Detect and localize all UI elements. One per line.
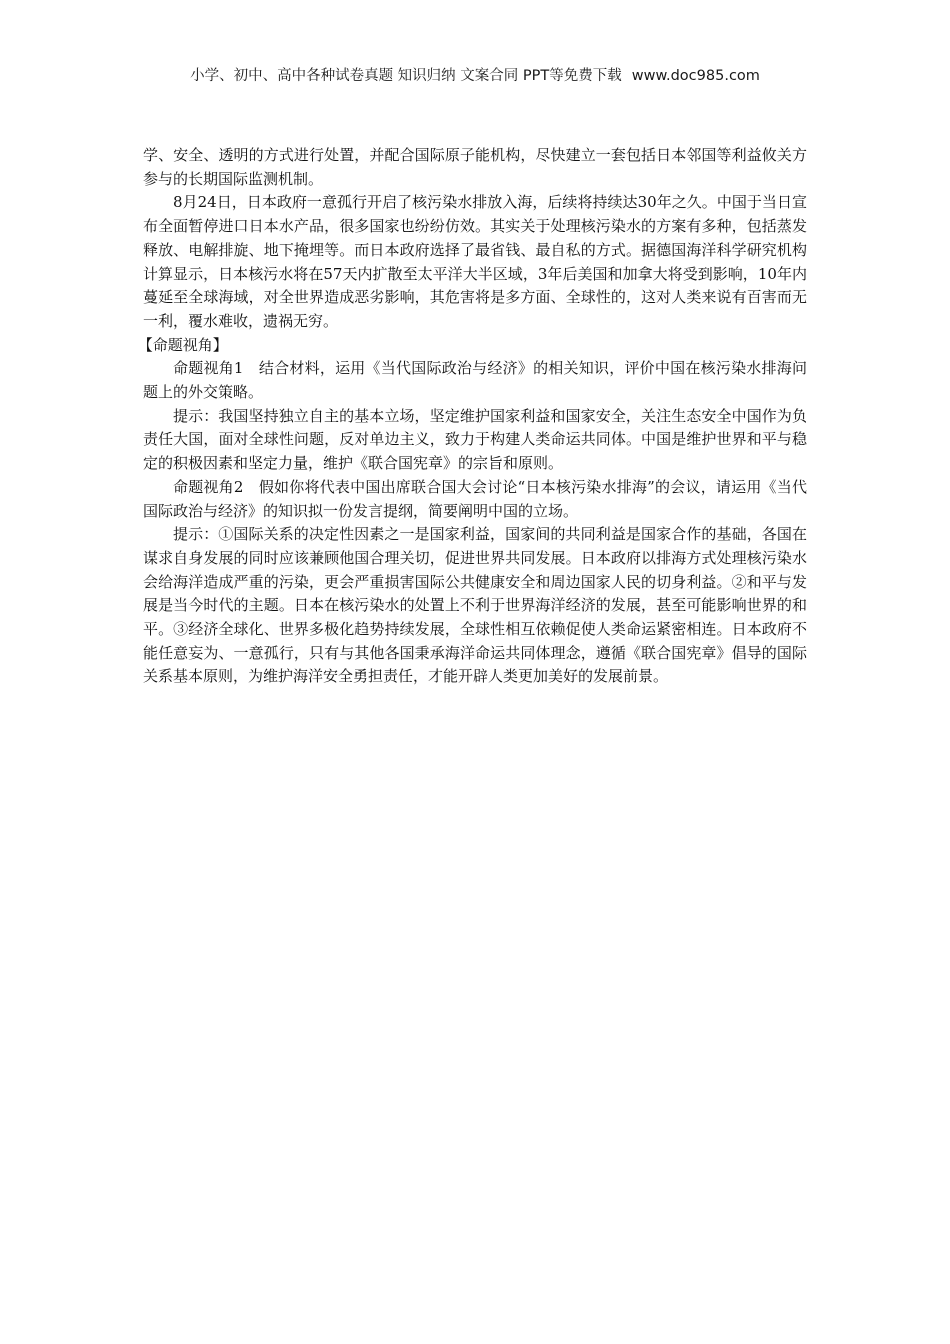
hint-1: 提示：我国坚持独立自主的基本立场，坚定维护国家利益和国家安全，关注生态安全中国作为负责任大国，面对全球性问题，反对单边主义，致力于构建人类命运共同体。中国是维护世界和平与稳定的积极因素和坚定力量，维护《联合国宪章》的宗旨和原则。: [143, 406, 807, 473]
document-body: [137, 144, 807, 689]
paragraph-intro: 学、安全、透明的方式进行处置，并配合国际原子能机构，尽快建立一套包括日本邻国等利益攸关方参与的长期国际监测机制。: [143, 146, 807, 188]
header-site-link[interactable]: www.doc985.com: [631, 68, 760, 84]
section-heading: 【命题视角】: [137, 335, 228, 354]
header-text: 小学、初中、高中各种试卷真题 知识归纳 文案合同 PPT等免费下载: [190, 68, 622, 84]
paragraph-background: 8月24日，日本政府一意孤行开启了核污染水排放入海，后续将持续达30年之久。中国于当日宣布全面暂停进口日本水产品，很多国家也纷纷仿效。其实关于处理核污染水的方案有多种，包括蒸发释放、电解排旋、地下掩埋等。而日本政府选择了最省钱、最自私的方式。据德国海洋科学研究机构计算显示，日本核污水将在57天内扩散至太平洋大半区域，3年后美国和加拿大将受到影响，10年内蔓延至全球海域，对全世界造成恶劣影响，其危害将是多方面、全球性的，这对人类来说有百害而无一利，覆水难收，遗祸无穷。: [143, 193, 807, 330]
question-2: 命题视角2 假如你将代表中国出席联合国大会讨论“日本核污染水排海”的会议，请运用《当代国际政治与经济》的知识拟一份发言提纲，简要阐明中国的立场。: [143, 477, 807, 520]
hint-2: 提示：①国际关系的决定性因素之一是国家利益，国家间的共同利益是国家合作的基础，各国在谋求自身发展的同时应该兼顾他国合理关切，促进世界共同发展。日本政府以排海方式处理核污染水会给海洋造成严重的污染，更会严重损害国际公共健康安全和周边国家人民的切身利益。②和平与发展是当今时代的主题。日本在核污染水的处置上不利于世界海洋经济的发展，甚至可能影响世界的和平。③经济全球化、世界多极化趋势持续发展，全球性相互依赖促使人类命运紧密相连。日本政府不能任意妄为、一意孤行，只有与其他各国秉承海洋命运共同体理念，遵循《联合国宪章》倡导的国际关系基本原则，为维护海洋安全勇担责任，才能开辟人类更加美好的发展前景。: [143, 525, 807, 686]
question-1: 命题视角1 结合材料，运用《当代国际政治与经济》的相关知识，评价中国在核污染水排海问题上的外交策略。: [143, 359, 807, 402]
page-header: [0, 66, 950, 86]
